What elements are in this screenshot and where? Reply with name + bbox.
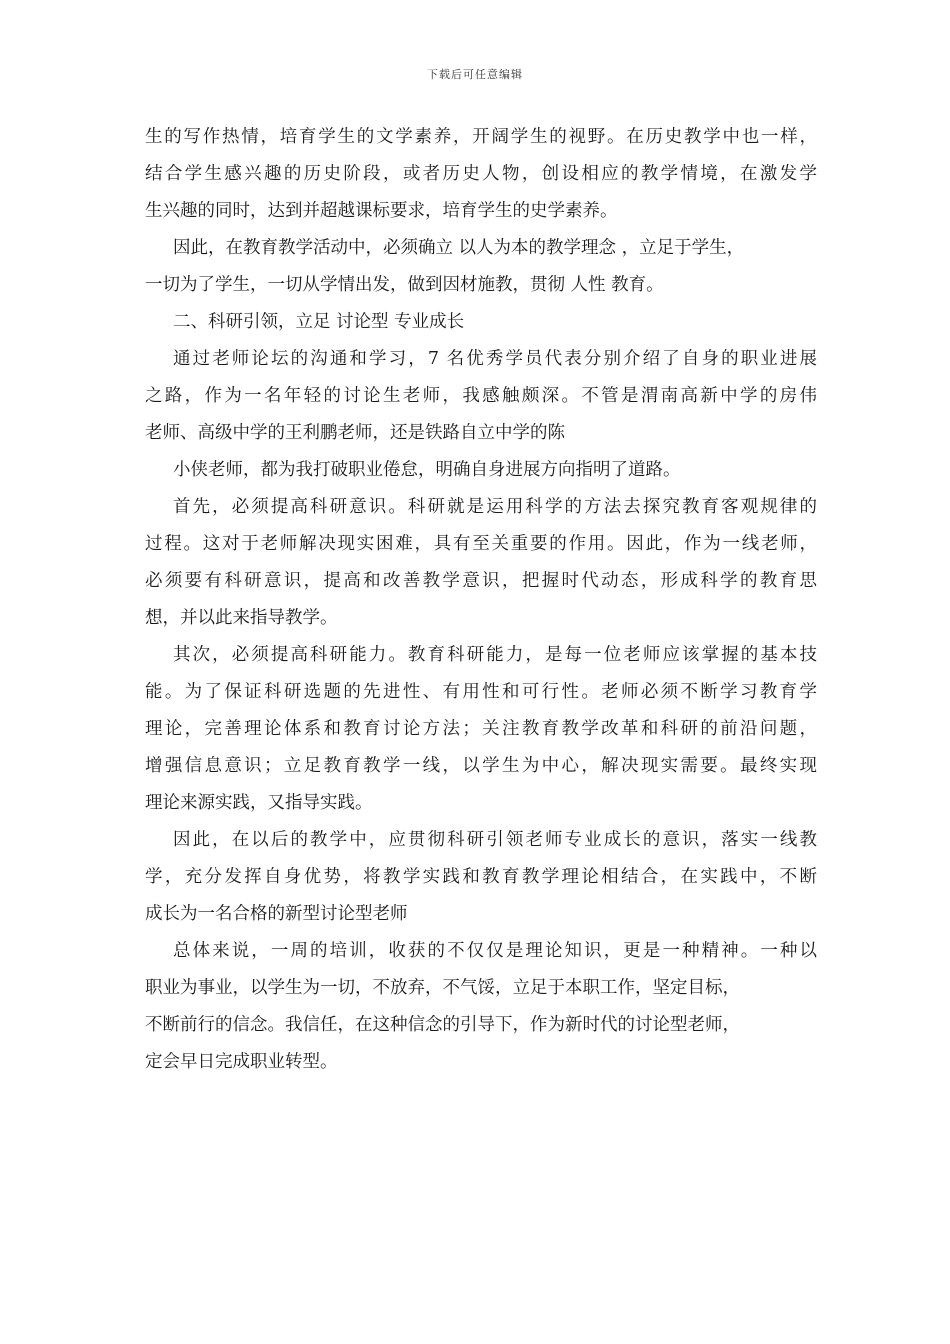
text-line: 增强信息意识；立足教育教学一线，以学生为中心，解决现实需要。最终实现 (145, 756, 817, 776)
text-line: 因此，在教育教学活动中，必须确立 以人为本的教学理念 ，立足于学生， (173, 238, 745, 258)
text-line: 生兴趣的同时，达到并超越课标要求，培育学生的史学素养。 (145, 201, 618, 221)
document-body (145, 119, 817, 1081)
text-line: 首先，必须提高科研意识。科研就是运用科学的方法去探究教育客观规律的 (173, 497, 817, 517)
page-header-watermark: 下载后可任意编辑 (427, 68, 523, 81)
text-line: 成长为一名合格的新型讨论型老师 (145, 904, 408, 924)
text-line: 过程。这对于老师解决现实困难，具有至关重要的作用。因此，作为一线老师， (145, 534, 817, 554)
text-line: 学，充分发挥自身优势，将教学实践和教育教学理论相结合，在实践中，不断 (145, 867, 817, 887)
text-line: 职业为事业，以学生为一切，不放弃，不气馁，立足于本职工作，坚定目标， (145, 978, 740, 998)
text-line: 其次，必须提高科研能力。教育科研能力，是每一位老师应该掌握的基本技 (173, 645, 817, 665)
text-line: 结合学生感兴趣的历史阶段，或者历史人物，创设相应的教学情境，在激发学 (145, 164, 817, 184)
text-line: 之路，作为一名年轻的讨论生老师，我感触颇深。不管是渭南高新中学的房伟 (145, 386, 817, 406)
text-line: 二、科研引领，立足 讨论型 专业成长 (173, 312, 465, 332)
text-line: 总体来说，一周的培训，收获的不仅仅是理论知识，更是一种精神。一种以 (173, 941, 817, 961)
text-line: 小侠老师，都为我打破职业倦怠，明确自身进展方向指明了道路。 (173, 460, 681, 480)
text-line: 必须要有科研意识，提高和改善教学意识，把握时代动态，形成科学的教育思 (145, 571, 817, 591)
text-line: 一切为了学生，一切从学情出发，做到因材施教，贯彻 人性 教育。 (145, 275, 664, 295)
text-line: 老师、高级中学的王利鹏老师，还是铁路自立中学的陈 (145, 423, 565, 443)
text-line: 能。为了保证科研选题的先进性、有用性和可行性。老师必须不断学习教育学 (145, 682, 817, 702)
text-line: 通过老师论坛的沟通和学习，7 名优秀学员代表分别介绍了自身的职业进展 (173, 349, 817, 369)
text-line: 理论来源实践，又指导实践。 (145, 793, 373, 813)
text-line: 想，并以此来指导教学。 (145, 608, 338, 628)
text-line: 生的写作热情，培育学生的文学素养，开阔学生的视野。在历史教学中也一样， (145, 127, 817, 147)
text-line: 不断前行的信念。我信任，在这种信念的引导下，作为新时代的讨论型老师， (145, 1015, 740, 1035)
text-line: 因此，在以后的教学中，应贯彻科研引领老师专业成长的意识，落实一线教 (173, 830, 817, 850)
text-line: 理论，完善理论体系和教育讨论方法；关注教育教学改革和科研的前沿问题， (145, 719, 817, 739)
text-line: 定会早日完成职业转型。 (145, 1052, 338, 1072)
